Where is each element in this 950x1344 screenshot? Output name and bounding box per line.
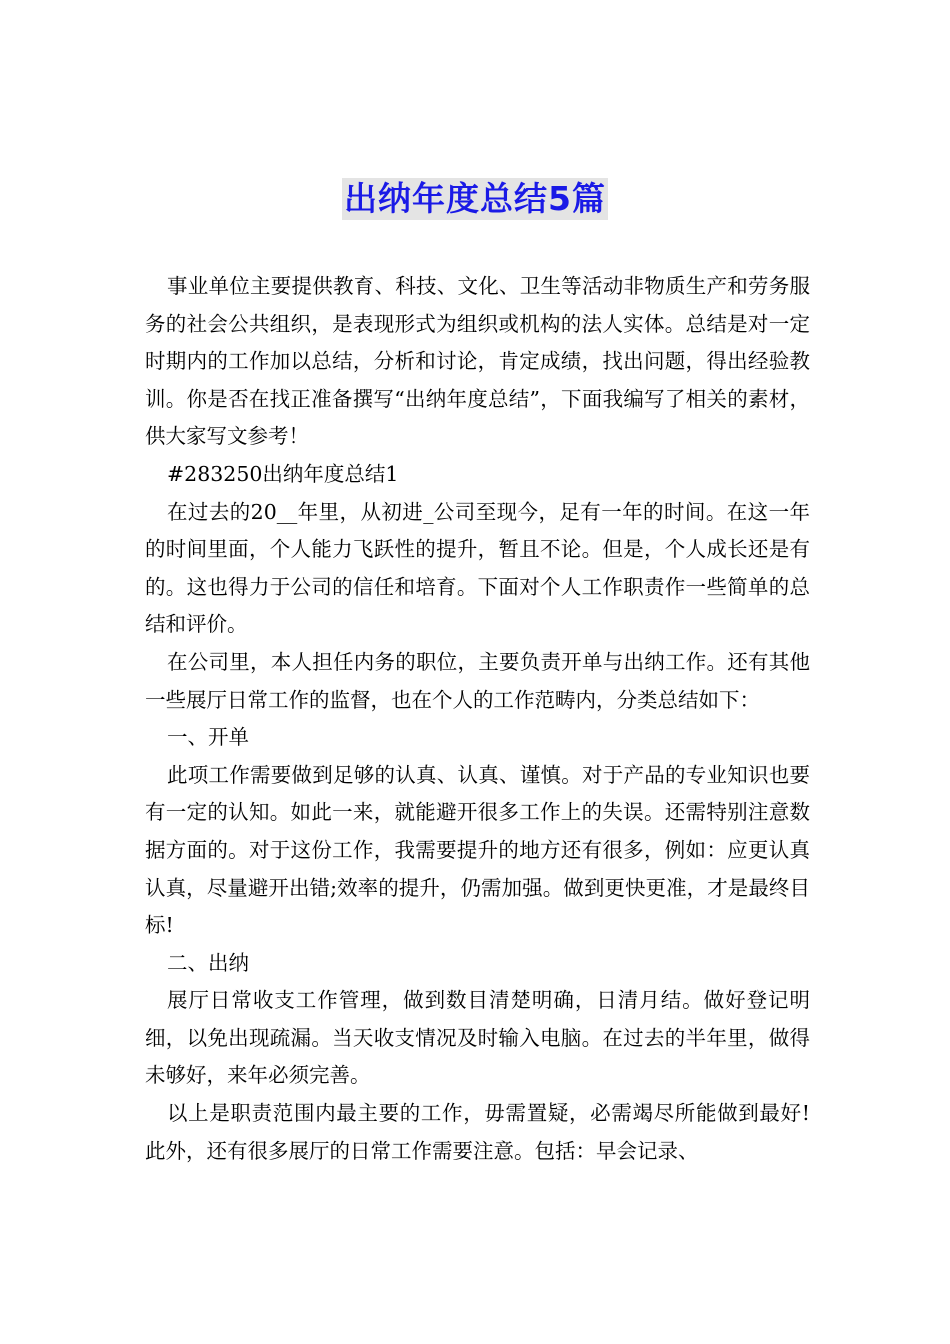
subsection-heading: 一、开单	[167, 725, 249, 750]
body-paragraph: 在公司里，本人担任内务的职位，主要负责开单与出纳工作。还有其他一些展厅日常工作的监督，也在个人的工作范畴内，分类总结如下：	[145, 649, 810, 712]
intro-paragraph: 事业单位主要提供教育、科技、文化、卫生等活动非物质生产和劳务服务的社会公共组织，是表现形式为组织或机构的法人实体。总结是对一定时期内的工作加以总结，分析和讨论，肯定成绩，找出问题，得出经验教训。你是否在找正准备撰写“出纳年度总结”，下面我编写了相关的素材，供大家写文参考！	[145, 274, 810, 449]
document-body	[145, 268, 810, 1170]
subsection-heading: 二、出纳	[167, 950, 249, 975]
title-container	[0, 178, 950, 220]
body-paragraph: 此项工作需要做到足够的认真、认真、谨慎。对于产品的专业知识也要有一定的认知。如此一来，就能避开很多工作上的失误。还需特别注意数据方面的。对于这份工作，我需要提升的地方还有很多，例如：应更认真认真，尽量避开出错;效率的提升，仍需加强。做到更快更准，才是最终目标!	[145, 762, 810, 938]
body-paragraph: 展厅日常收支工作管理，做到数目清楚明确，日清月结。做好登记明细，以免出现疏漏。当天收支情况及时输入电脑。在过去的半年里，做得未够好，来年必须完善。	[145, 988, 810, 1088]
document-title: 出纳年度总结5篇	[344, 179, 606, 218]
section-heading: #283250出纳年度总结1	[167, 461, 399, 486]
body-paragraph: 在过去的20__年里，从初进_公司至现今，足有一年的时间。在这一年的时间里面，个人能力飞跃性的提升，暂且不论。但是，个人成长还是有的。这也得力于公司的信任和培育。下面对个人工作职责作一些简单的总结和评价。	[145, 499, 810, 637]
body-paragraph: 以上是职责范围内最主要的工作，毋需置疑，必需竭尽所能做到最好!此外，还有很多展厅的日常工作需要注意。包括：早会记录、	[145, 1101, 810, 1163]
